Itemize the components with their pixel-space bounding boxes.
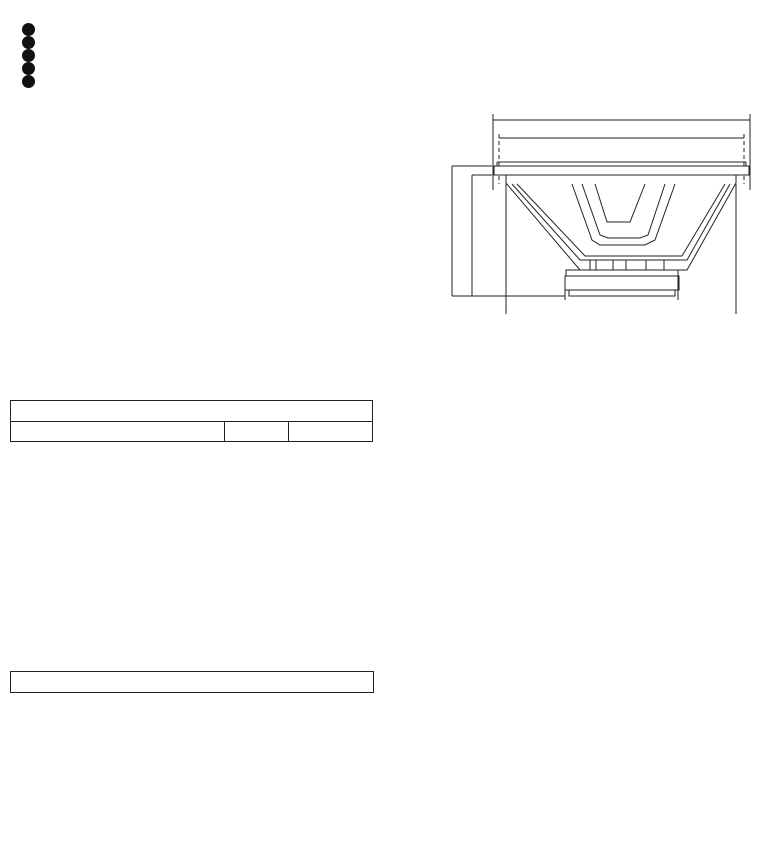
mounting-title-row — [11, 672, 374, 693]
bullet-icon — [22, 75, 35, 88]
feature-item — [22, 23, 47, 36]
bullet-icon — [22, 36, 35, 49]
feature-list — [22, 23, 47, 88]
cell-unit — [225, 421, 289, 442]
bullet-icon — [22, 23, 35, 36]
feature-item — [22, 62, 47, 75]
parameters-table — [10, 400, 373, 442]
table-row — [11, 421, 373, 442]
mounting-title — [11, 672, 374, 693]
cell-label — [11, 421, 225, 442]
cell-value — [289, 421, 373, 442]
speaker-dimension-drawing — [420, 100, 760, 320]
parameters-title-row — [11, 401, 373, 422]
feature-item — [22, 75, 47, 88]
feature-item — [22, 49, 47, 62]
bullet-icon — [22, 62, 35, 75]
parameters-title — [11, 401, 373, 422]
feature-item — [22, 36, 47, 49]
bullet-icon — [22, 49, 35, 62]
mounting-table — [10, 671, 374, 693]
